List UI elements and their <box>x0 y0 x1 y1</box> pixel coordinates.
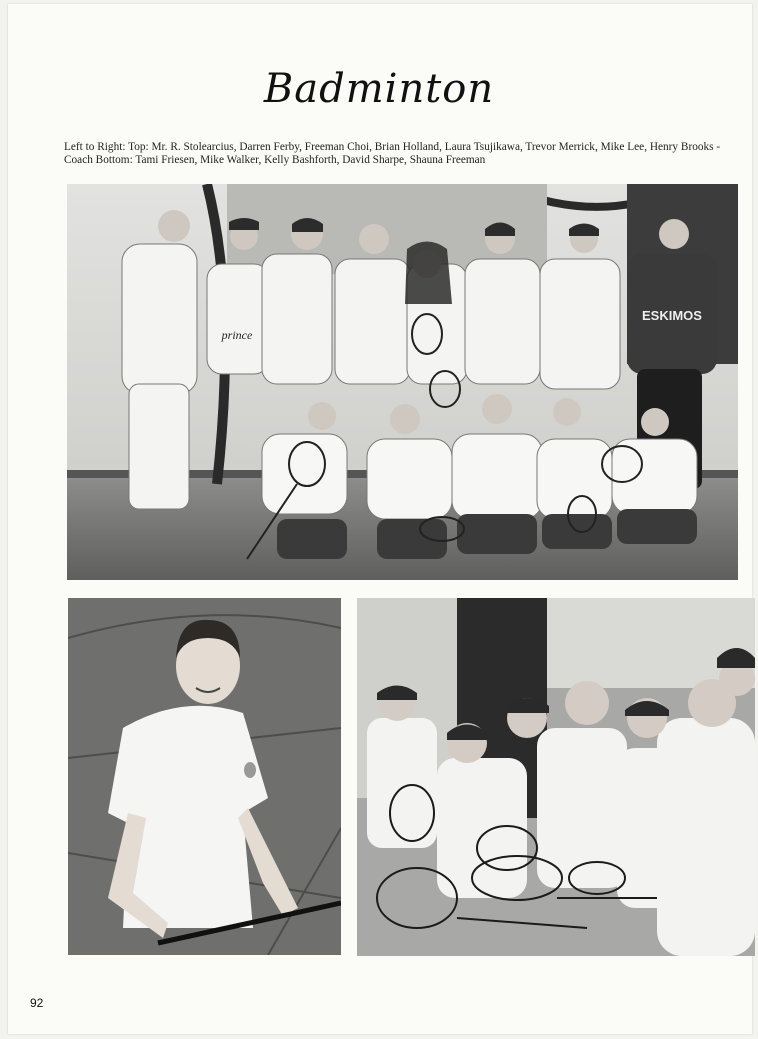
page-title: Badminton <box>263 66 495 112</box>
photo-caption: Left to Right: Top: Mr. R. Stolearcius, Darren Ferby, Freeman Choi, Brian Holland, Laura Tsujikawa, Trevor Merrick, Mike Lee, Henry Brooks - Coach Bottom: Tami Friesen, Mike Walker, Kelly Bashforth, David Sharpe, Shauna Freeman <box>64 141 721 166</box>
player-photo <box>68 598 341 955</box>
group-photo-image <box>357 598 755 956</box>
team-photo-image <box>67 184 738 580</box>
team-photo <box>67 184 738 580</box>
group-photo <box>357 598 755 956</box>
player-photo-image <box>68 598 341 955</box>
eskimos-jacket-text: ESKIMOS <box>642 308 702 323</box>
page-number: 92 <box>30 996 44 1010</box>
prince-shirt-text: prince <box>221 328 253 342</box>
